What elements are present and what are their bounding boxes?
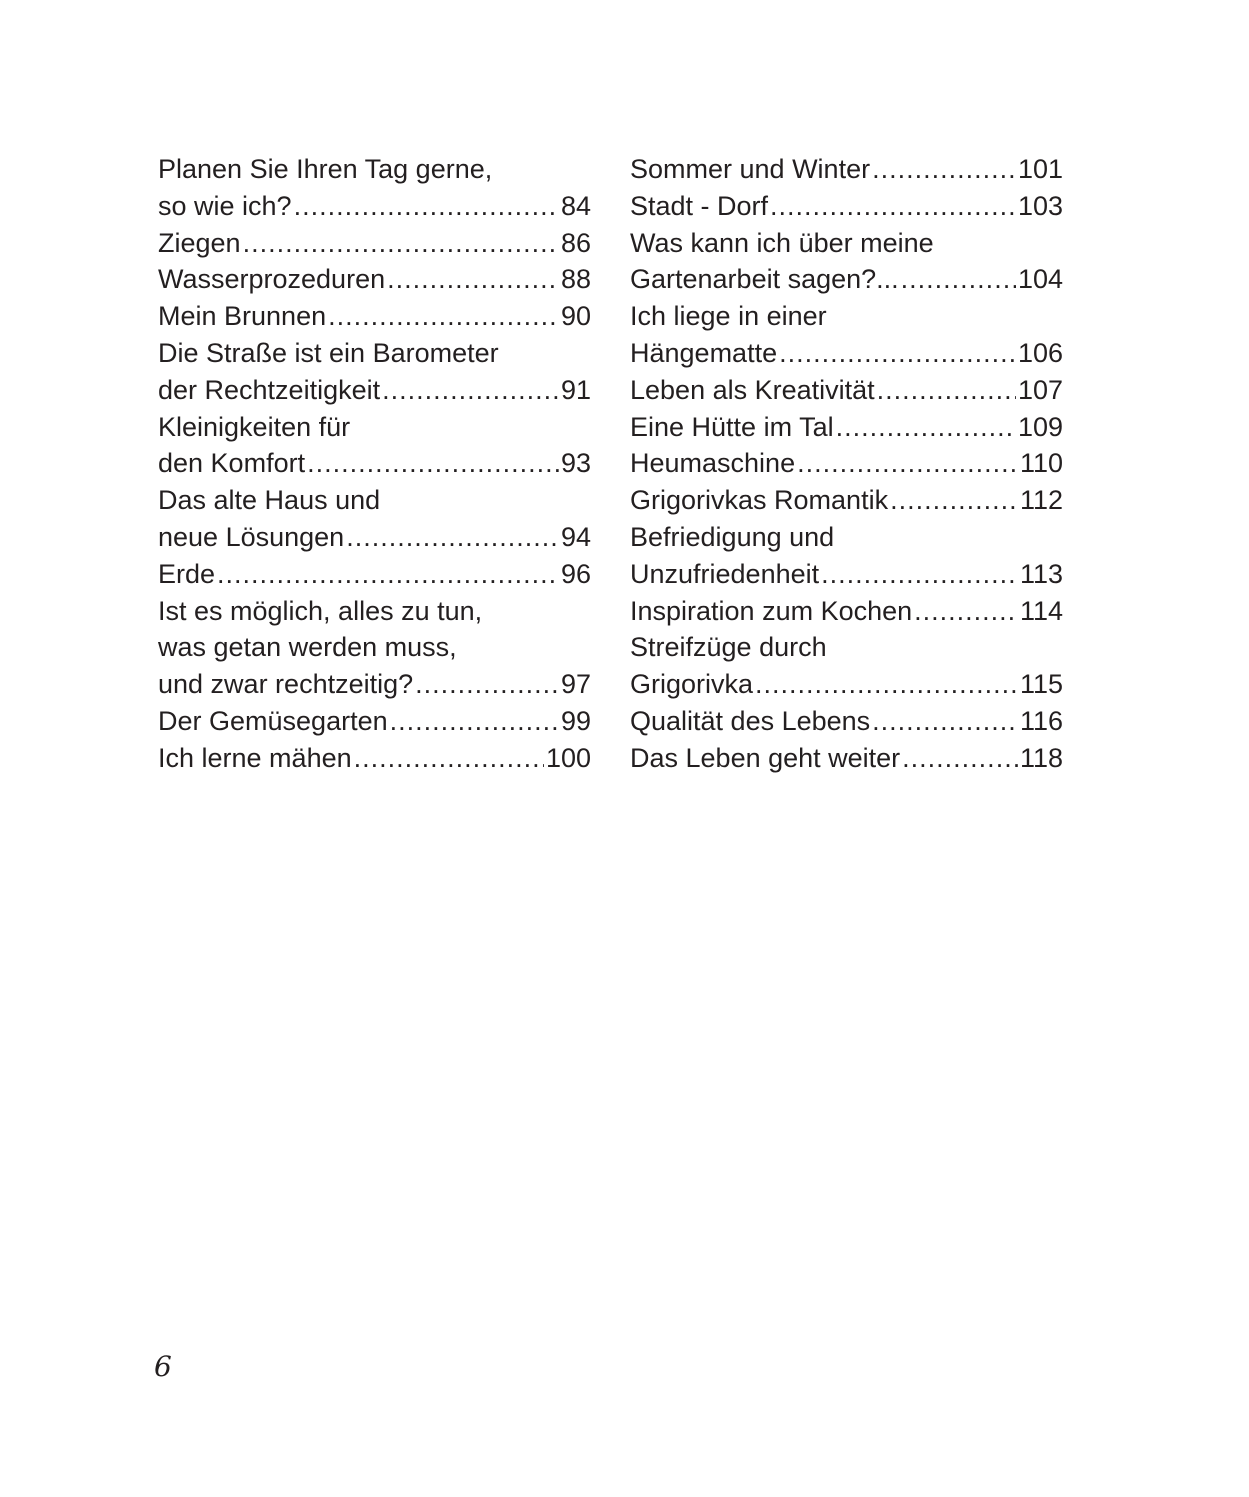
toc-entry-line [630,409,1063,446]
toc-entry-line [630,261,1063,298]
toc-entry-title: Ziegen [158,227,241,258]
toc-entry-title: Stadt - Dorf [630,190,769,221]
toc-entry-title: Das Leben geht weiter [630,742,901,773]
toc-leader-dots [914,593,1018,630]
toc-entry-line [158,666,591,703]
toc-entry-title: was getan werden muss, [158,632,457,663]
toc-entry [630,445,1063,482]
toc-entry-title: Inspiration zum Kochen [630,595,913,626]
toc-entry-line [158,298,591,335]
toc-entry-line [158,593,591,630]
toc-leader-dots [797,445,1018,482]
toc-entry-line [630,593,1063,630]
toc-entry-line [630,335,1063,372]
toc-entry-line [630,482,1063,519]
toc-leader-dots [872,151,1016,188]
toc-entry-line [158,629,591,666]
toc-entry-title: neue Lösungen [158,521,345,552]
toc-entry-title: Wasserprozeduren [158,264,386,295]
toc-page-number: 97 [560,669,591,700]
toc-entry [158,335,591,409]
toc-entry-title: Mein Brunnen [158,301,327,332]
toc-leader-dots [901,261,1016,298]
toc-entry-line [158,261,591,298]
toc-entry [158,740,591,777]
toc-page-number: 94 [560,521,591,552]
toc-entry-line [158,703,591,740]
toc-entry-title: Die Straße ist ein Barometer [158,337,499,368]
toc-entry [158,261,591,298]
toc-entry-line [630,519,1063,556]
toc-entry-title: Streifzüge durch [630,632,827,663]
toc-entry [158,225,591,262]
toc-page-number: 93 [560,448,591,479]
toc-leader-dots [755,666,1018,703]
toc-entry-line [630,151,1063,188]
toc-page-number: 101 [1017,154,1063,184]
toc-entry-title: Das alte Haus und [158,485,381,516]
toc-entry [630,188,1063,225]
toc-entry-line [158,335,591,372]
toc-leader-dots [346,519,559,556]
page-number: 6 [154,1350,172,1383]
toc-leader-dots [821,556,1018,593]
toc-leader-dots [243,225,559,262]
toc-entry-title: Sommer und Winter [630,154,871,184]
toc-leader-dots [836,409,1016,446]
toc-leader-dots [328,298,559,335]
toc-left-column [158,151,591,777]
toc-entry-line [630,666,1063,703]
toc-entry-line [630,556,1063,593]
toc-entry-title: Leben als Kreativität [630,374,875,405]
toc-page-number: 103 [1017,190,1063,221]
toc-entry [158,151,591,225]
toc-entry [630,298,1063,372]
toc-entry-line [158,740,591,777]
toc-entry-title: der Rechtzeitigkeit [158,374,381,405]
toc-entry-line [630,703,1063,740]
toc-entry-title: Heumaschine [630,448,796,479]
toc-page-number: 107 [1017,374,1063,405]
toc-entry [630,225,1063,299]
toc-entry-title: Ich lerne mähen [158,742,352,773]
toc-leader-dots [294,188,559,225]
toc-entry [630,740,1063,777]
toc-page-number: 109 [1017,411,1063,442]
toc-leader-dots [387,261,559,298]
toc-entry-line [630,629,1063,666]
toc-page-number: 100 [545,742,591,773]
toc-entry-line [630,188,1063,225]
toc-leader-dots [307,445,559,482]
toc-entry-title: Der Gemüsegarten [158,705,388,736]
toc-entry [630,482,1063,519]
toc-entry [158,556,591,593]
toc-leader-dots [217,556,559,593]
toc-entry [158,593,591,703]
toc-page-number: 114 [1019,595,1063,626]
toc-entry-line [158,225,591,262]
toc-page-number: 106 [1017,337,1063,368]
toc-entry-line [158,372,591,409]
toc-entry-title: Was kann ich über meine [630,227,934,258]
toc-entry-line [158,556,591,593]
toc-entry-title: Ich liege in einer [630,301,827,332]
toc-leader-dots [872,703,1018,740]
toc-entry-line [630,225,1063,262]
toc-page-number: 112 [1019,485,1063,516]
toc-entry [630,629,1063,703]
toc-page-number: 113 [1019,558,1063,589]
toc-entry [630,372,1063,409]
toc-page-number: 104 [1017,264,1063,295]
toc-leader-dots [354,740,544,777]
toc-entry-title: Befriedigung und [630,521,835,552]
toc-right-column [630,151,1063,777]
toc-entry-title: und zwar rechtzeitig? [158,669,414,700]
toc-leader-dots [382,372,559,409]
toc-entry-title: Eine Hütte im Tal [630,411,834,442]
toc-entry [158,482,591,556]
toc-entry-title: Grigorivka [630,669,754,700]
toc-entry [158,409,591,483]
toc-leader-dots [390,703,559,740]
toc-entry-title: Unzufriedenheit [630,558,820,589]
toc-leader-dots [779,335,1016,372]
toc-entry [158,298,591,335]
toc-entry-line [630,740,1063,777]
toc-entry-line [158,519,591,556]
toc-entry-title: Erde [158,558,216,589]
toc-entry-title: Hängematte [630,337,778,368]
toc-entry-title: Grigorivkas Romantik [630,485,889,516]
toc-entry-title: Planen Sie Ihren Tag gerne, [158,154,493,184]
toc-entry-line [630,298,1063,335]
toc-entry-line [158,409,591,446]
toc-entry [630,593,1063,630]
toc-page-number: 118 [1019,742,1063,773]
toc-entry-line [630,372,1063,409]
toc-leader-dots [415,666,559,703]
toc-entry-title: Gartenarbeit sagen?... [630,264,899,295]
toc-page-number: 90 [560,301,591,332]
toc-entry-title: Ist es möglich, alles zu tun, [158,595,483,626]
toc-entry-line [630,445,1063,482]
toc-leader-dots [902,740,1018,777]
toc-entry-title: den Komfort [158,448,306,479]
toc-entry [158,703,591,740]
toc-entry-line [158,151,591,188]
toc-entry [630,703,1063,740]
toc-page-number: 116 [1019,705,1063,736]
toc-page-number: 96 [560,558,591,589]
toc-leader-dots [770,188,1016,225]
toc-entry-title: Qualität des Lebens [630,705,871,736]
toc-entry-title: so wie ich? [158,190,292,221]
toc-entry [630,519,1063,593]
toc-entry-line [158,188,591,225]
toc-page-number: 91 [560,374,591,405]
toc-page-number: 99 [560,705,591,736]
toc-page-number: 88 [560,264,591,295]
toc-entry-title: Kleinigkeiten für [158,411,351,442]
toc-page-number: 86 [560,227,591,258]
toc-leader-dots [890,482,1018,519]
toc-page-number: 110 [1019,448,1063,479]
toc-entry-line [158,482,591,519]
toc-entry [630,151,1063,188]
toc-leader-dots [877,372,1016,409]
toc-page-number: 115 [1019,669,1063,700]
toc-entry-line [158,445,591,482]
toc-page-number: 84 [560,190,591,221]
toc-entry [630,409,1063,446]
